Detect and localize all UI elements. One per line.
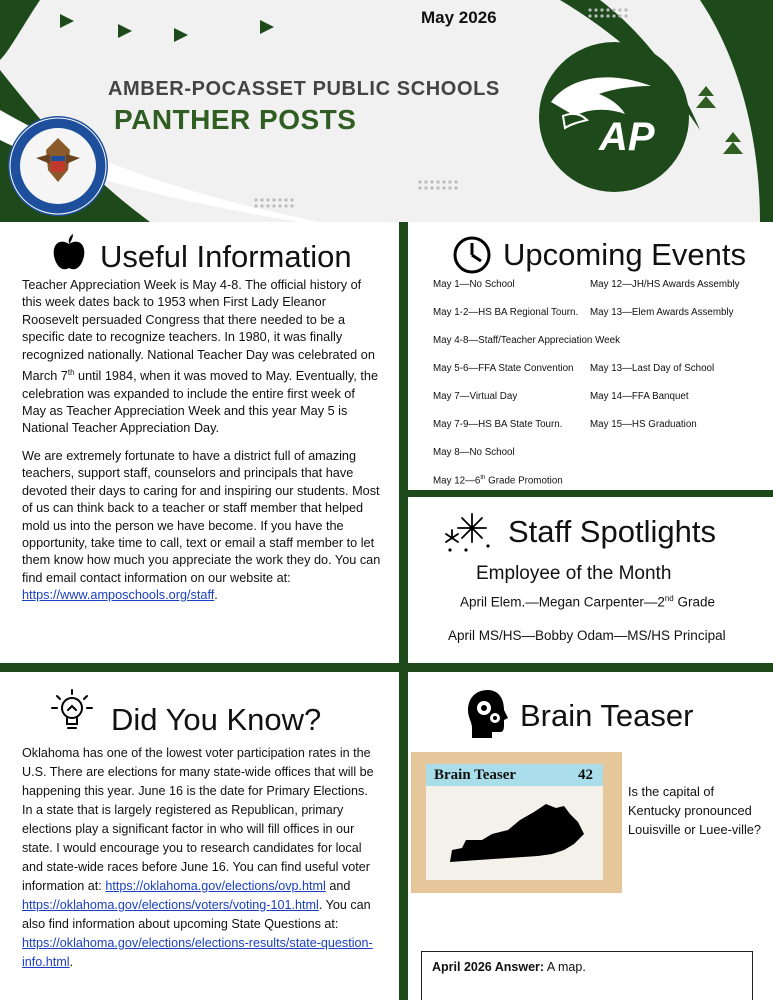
kentucky-map-icon: [448, 800, 586, 866]
spotlight-title: Staff Spotlights: [508, 514, 716, 549]
teaser-card-number: 42: [578, 767, 593, 783]
event-item: May 13—Last Day of School: [590, 363, 715, 374]
voter-info-link[interactable]: https://oklahoma.gov/elections/ovp.html: [105, 879, 326, 893]
event-item: May 14—FFA Banquet: [590, 391, 689, 402]
event-item: May 1—No School: [433, 279, 515, 290]
teaser-card-title: Brain Teaser: [434, 767, 517, 783]
event-item: May 1-2—HS BA Regional Tourn.: [433, 307, 579, 318]
fireworks-icon: [442, 512, 494, 554]
event-item: May 8—No School: [433, 447, 515, 458]
did-you-know-title: Did You Know?: [111, 702, 322, 737]
logo-letters: AP: [599, 115, 655, 159]
brain-teaser-title: Brain Teaser: [520, 698, 694, 733]
district-name: AMBER-POCASSET PUBLIC SCHOOLS: [108, 78, 500, 100]
teaser-answer: April 2026 Answer: A map.: [432, 960, 586, 974]
newsletter-title: PANTHER POSTS: [114, 104, 357, 135]
events-divider: [408, 490, 773, 497]
apple-icon: [52, 234, 86, 272]
state-questions-link[interactable]: https://oklahoma.gov/elections/elections-results/state-question-info.html: [22, 936, 373, 969]
newsletter-header: [0, 0, 773, 222]
employee-of-month-heading: Employee of the Month: [476, 563, 672, 584]
event-item: May 12—6th Grade Promotion: [433, 475, 563, 487]
event-item: May 7—Virtual Day: [433, 391, 518, 402]
useful-info-title: Useful Information: [100, 239, 352, 274]
staff-link[interactable]: https://www.amposchools.org/staff: [22, 588, 215, 603]
panther-logo: [539, 42, 689, 192]
spotlight-elem: April Elem.—Megan Carpenter—2nd Grade: [460, 594, 716, 610]
issue-date: May 2026: [421, 8, 497, 27]
event-item: May 4-8—Staff/Teacher Appreciation Week: [433, 335, 620, 346]
useful-info-paragraph-1: Teacher Appreciation Week is May 4-8. The official history of this week dates back to 1953 when First Lady Eleanor Roosevelt persuaded Congress that there needed to be a specific date to recognize teachers. In 1980, it was finally recognized nationally. National Teacher Day was celebrated on March 7th until 1984, when it was moved to May. Eventually, the celebration was expanded to include the entire first week of May as Teacher Appreciation Week and this year May 5 is National Teacher Appreciation Day.: [22, 278, 378, 436]
did-you-know-body: Oklahoma has one of the lowest voter participation rates in the U.S. There are elections for many state-wide offices that will be happening this year. June 16 is the date for Primary Elections. In a state that is largely registered as Republican, primary elections play a significant factor in who will fill offices in our state. I would encourage you to research candidates for local and state-wide races before June 16. You can find useful voter information at: https://oklahoma.gov/elections/ovp.html and https://oklahoma.gov/elections/voters/voting-101.html. You can also find information about upcoming State Questions at: https://oklahoma.gov/elections/elections-results/state-question-info.html.: [22, 746, 374, 969]
answer-box: [421, 951, 753, 1000]
event-item: May 7-9—HS BA State Tourn.: [433, 419, 563, 430]
lightbulb-icon: [51, 688, 93, 734]
voting-101-link[interactable]: https://oklahoma.gov/elections/voters/voting-101.html: [22, 898, 319, 912]
events-title: Upcoming Events: [503, 237, 746, 272]
brain-gears-icon: [466, 688, 510, 740]
useful-info-body: [22, 277, 382, 615]
event-item: May 15—HS Graduation: [590, 419, 697, 430]
teaser-question: Is the capital of Kentucky pronounced Louisville or Luee-ville?: [628, 784, 762, 837]
row-divider: [0, 663, 773, 672]
clock-icon: [452, 235, 492, 275]
event-item: May 12—JH/HS Awards Assembly: [590, 279, 740, 290]
blue-ribbon-seal: [6, 114, 110, 218]
useful-info-paragraph-2: We are extremely fortunate to have a district full of amazing teachers, support staff, counselors and principals that have devoted their days to caring for and inspiring our students. Most of us can think back to a teacher or staff member that helped mold us into the person we have become. If you have the opportunity, take time to call, text or email a staff member to let them know how much you appreciate the work they do. You can find email contact information on our website at: https://www.amposchools.org/staff.: [22, 448, 381, 603]
event-item: May 5-6—FFA State Convention: [433, 363, 574, 374]
spotlight-mshs: April MS/HS—Bobby Odam—MS/HS Principal: [448, 628, 726, 643]
column-divider: [399, 222, 408, 1000]
event-item: May 13—Elem Awards Assembly: [590, 307, 734, 318]
